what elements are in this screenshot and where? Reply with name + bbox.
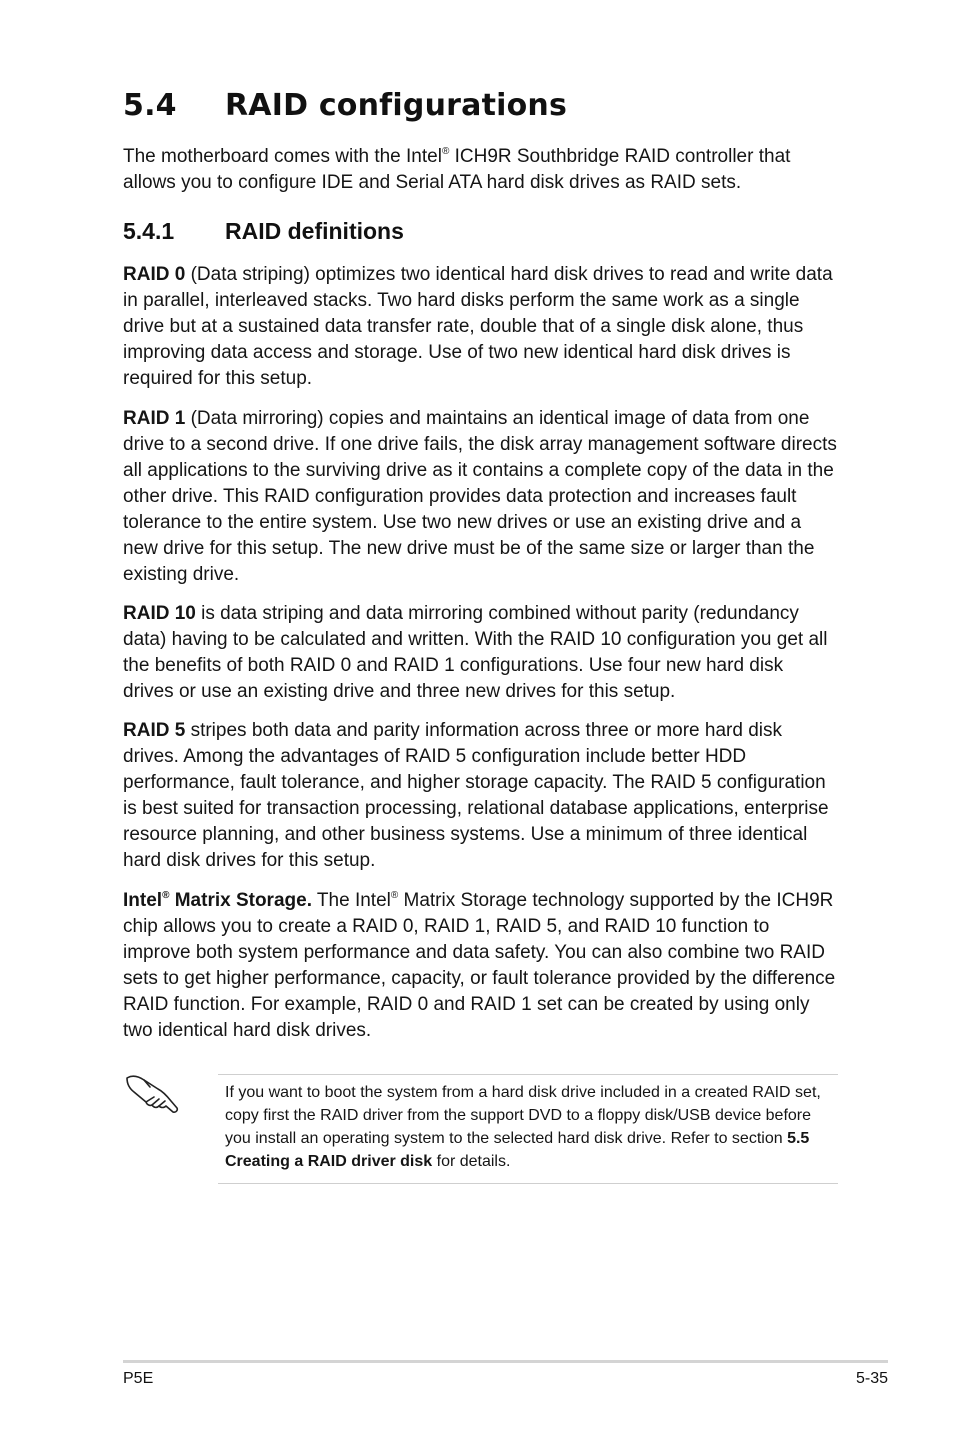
footer-page-number: 5-35 — [855, 1370, 888, 1387]
raid10-paragraph: RAID 10 is data striping and data mirroring combined without parity (redundancy data) having to be calculated and written. With the RAID 10 configuration you get all the benefits of both RAID 0 and RAID 1 configurations. Use four new hard disk drives or use an existing drive and three new drives for this setup. — [123, 603, 828, 702]
raid0-term: RAID 0 — [123, 264, 186, 285]
note-section-reference: 5.5 Creating a RAID driver disk — [225, 1130, 810, 1170]
note-text: If you want to boot the system from a hard disk drive included in a created RAID set, copy first the RAID driver from the support DVD to a floppy disk/USB device before you install an operating system to the selected hard disk drive. Refer to section 5.5 Creating a RAID driver disk for details. — [225, 1084, 821, 1170]
footer-rule — [123, 1360, 888, 1363]
subsection-number: 5.4.1 — [123, 218, 175, 244]
footer-model: P5E — [123, 1370, 154, 1387]
hand-note-icon — [124, 1070, 180, 1116]
raid0-paragraph: RAID 0 (Data striping) optimizes two identical hard disk drives to read and write data in parallel, interleaved stacks. Two hard disks perform the same work as a single drive but at a sustained data transfer rate, double that of a single disk alone, thus improving data access and storage. Use of two new identical hard disk drives is required for this setup. — [123, 264, 833, 389]
note-bottom-rule — [218, 1183, 838, 1184]
subsection-heading — [123, 218, 404, 245]
matrix-storage-term: Intel® Matrix Storage. — [123, 890, 312, 911]
raid10-term: RAID 10 — [123, 603, 196, 624]
matrix-storage-paragraph: Intel® Matrix Storage. The Intel® Matrix Storage technology supported by the ICH9R chip allows you to create a RAID 0, RAID 1, RAID 5, and RAID 10 function to improve both system performance and data safety. You can also combine two RAID sets to get higher performance, capacity, or fault tolerance provided by the difference RAID function. For example, RAID 0 and RAID 1 set can be created by using only two identical hard disk drives. — [123, 890, 836, 1041]
raid1-term: RAID 1 — [123, 408, 186, 429]
raid5-paragraph: RAID 5 stripes both data and parity information across three or more hard disk drives. Among the advantages of RAID 5 configuration include better HDD performance, fault tolerance, and higher storage capacity. The RAID 5 configuration is best suited for transaction processing, relational database applications, enterprise resource planning, and other business systems. Use a minimum of three identical hard disk drives for this setup. — [123, 720, 829, 871]
section-title: RAID configurations — [225, 88, 568, 123]
raid1-paragraph: RAID 1 (Data mirroring) copies and maintains an identical image of data from one drive to a second drive. If one drive fails, the disk array management software directs all applications to the surviving drive as it contains a complete copy of the data in the other drive. This RAID configuration provides data protection and increases fault tolerance to the entire system. Use two new drives or use an existing drive and a new drive for this setup. The new drive must be of the same size or larger than the existing drive. — [123, 408, 837, 585]
raid5-term: RAID 5 — [123, 720, 186, 741]
section-heading — [123, 88, 567, 123]
note-top-rule — [218, 1074, 838, 1075]
intro-paragraph: The motherboard comes with the Intel® ICH9R Southbridge RAID controller that allows you to configure IDE and Serial ATA hard disk drives as RAID sets. — [123, 146, 791, 193]
subsection-title: RAID definitions — [225, 218, 404, 244]
section-number: 5.4 — [123, 88, 177, 123]
